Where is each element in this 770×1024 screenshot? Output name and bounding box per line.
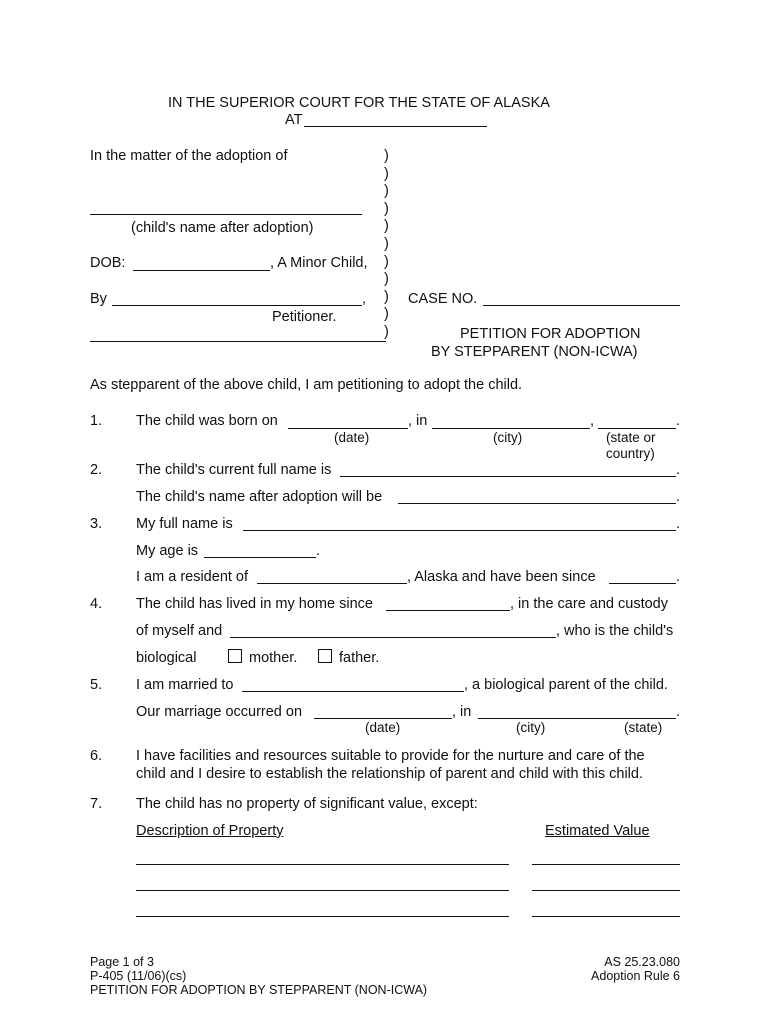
- adoption-name-field[interactable]: [398, 503, 676, 504]
- marriage-city-caption: (city): [516, 720, 546, 735]
- case-no-label: CASE NO.: [408, 291, 478, 307]
- marriage-date-caption: (date): [365, 720, 401, 735]
- birth-city-field[interactable]: [432, 428, 590, 429]
- mother-label: mother.: [249, 650, 298, 666]
- item-number-6: 6.: [90, 748, 103, 764]
- birth-date-caption: (date): [334, 430, 370, 445]
- property-value-header: Estimated Value: [545, 823, 650, 839]
- care-custody-label: , in the care and custody: [510, 596, 668, 612]
- childs-label: , who is the child's: [556, 623, 674, 639]
- birth-state-caption-2: country): [606, 446, 655, 461]
- mother-checkbox[interactable]: [228, 649, 242, 663]
- other-parent-field[interactable]: [230, 637, 556, 638]
- at-label: AT: [285, 112, 303, 128]
- item-number-3: 3.: [90, 516, 103, 532]
- caption-bottom-line: [90, 341, 386, 342]
- at-location-field[interactable]: [304, 126, 487, 127]
- case-no-field[interactable]: [483, 305, 680, 306]
- age-period: .: [316, 543, 321, 559]
- caption-paren-column: ) ) ) ) ) ) ) ) ) ) ): [384, 148, 389, 340]
- property-statement: The child has no property of significant value, except:: [136, 796, 478, 812]
- birth-date-label: The child was born on: [136, 413, 278, 429]
- property-description-row-3[interactable]: [136, 916, 509, 917]
- biological-label: biological: [136, 650, 197, 666]
- birth-state-caption-1: (state or: [606, 430, 656, 445]
- birth-comma: ,: [590, 413, 595, 429]
- current-name-label: The child's current full name is: [136, 462, 332, 478]
- myself-and-label: of myself and: [136, 623, 223, 639]
- marriage-state-caption: (state): [624, 720, 663, 735]
- footer-rule: Adoption Rule 6: [591, 969, 680, 983]
- father-label: father.: [339, 650, 380, 666]
- resident-since-field[interactable]: [609, 583, 676, 584]
- adoption-name-period: .: [676, 489, 681, 505]
- full-name-period: .: [676, 516, 681, 532]
- footer-statute: AS 25.23.080: [604, 955, 680, 969]
- property-value-row-3[interactable]: [532, 916, 680, 917]
- age-field[interactable]: [204, 557, 316, 558]
- spouse-name-field[interactable]: [242, 691, 464, 692]
- marriage-place-field[interactable]: [478, 718, 676, 719]
- birth-date-field[interactable]: [288, 428, 408, 429]
- adoption-name-label: The child's name after adoption will be: [136, 489, 383, 505]
- resident-period: .: [676, 569, 681, 585]
- intro-text: As stepparent of the above child, I am petitioning to adopt the child.: [90, 377, 523, 393]
- current-name-field[interactable]: [340, 476, 676, 477]
- married-to-label: I am married to: [136, 677, 234, 693]
- lived-since-label: The child has lived in my home since: [136, 596, 373, 612]
- by-comma: ,: [362, 291, 367, 307]
- item-number-1: 1.: [90, 413, 103, 429]
- age-label: My age is: [136, 543, 199, 559]
- item-number-7: 7.: [90, 796, 103, 812]
- facilities-line-2: child and I desire to establish the relationship of parent and child with this child.: [136, 766, 643, 782]
- matter-label: In the matter of the adoption of: [90, 148, 288, 164]
- property-description-row-1[interactable]: [136, 864, 509, 865]
- resident-city-field[interactable]: [257, 583, 407, 584]
- father-checkbox[interactable]: [318, 649, 332, 663]
- property-description-header: Description of Property: [136, 823, 284, 839]
- property-value-row-1[interactable]: [532, 864, 680, 865]
- item-number-4: 4.: [90, 596, 103, 612]
- footer-page-number: Page 1 of 3: [90, 955, 154, 969]
- marriage-period: .: [676, 704, 681, 720]
- birth-period: .: [676, 413, 681, 429]
- full-name-field[interactable]: [243, 530, 676, 531]
- facilities-line-1: I have facilities and resources suitable to provide for the nurture and care of the: [136, 748, 645, 764]
- item-number-5: 5.: [90, 677, 103, 693]
- title-line-1: PETITION FOR ADOPTION: [460, 326, 641, 342]
- minor-child-label: , A Minor Child,: [270, 255, 368, 271]
- marriage-date-label: Our marriage occurred on: [136, 704, 303, 720]
- item-number-2: 2.: [90, 462, 103, 478]
- biological-parent-label: , a biological parent of the child.: [464, 677, 668, 693]
- footer-form-number: P-405 (11/06)(cs): [90, 969, 187, 983]
- birth-city-caption: (city): [493, 430, 523, 445]
- resident-label: I am a resident of: [136, 569, 249, 585]
- petitioner-name-field[interactable]: [112, 305, 362, 306]
- dob-label: DOB:: [90, 255, 126, 271]
- birth-in-label: , in: [408, 413, 428, 429]
- by-label: By: [90, 291, 107, 307]
- title-line-2: BY STEPPARENT (NON-ICWA): [431, 344, 638, 360]
- child-name-caption: (child's name after adoption): [131, 220, 314, 236]
- dob-field[interactable]: [133, 270, 270, 271]
- marriage-date-field[interactable]: [314, 718, 452, 719]
- current-name-period: .: [676, 462, 681, 478]
- footer-form-title: PETITION FOR ADOPTION BY STEPPARENT (NON-ICWA): [90, 983, 428, 997]
- lived-since-field[interactable]: [386, 610, 510, 611]
- court-title: IN THE SUPERIOR COURT FOR THE STATE OF ALASKA: [168, 95, 550, 111]
- resident-since-label: , Alaska and have been since: [407, 569, 596, 585]
- marriage-in-label: , in: [452, 704, 472, 720]
- petitioner-label: Petitioner.: [272, 309, 337, 325]
- child-name-field[interactable]: [90, 214, 362, 215]
- property-description-row-2[interactable]: [136, 890, 509, 891]
- full-name-label: My full name is: [136, 516, 233, 532]
- birth-state-field[interactable]: [598, 428, 676, 429]
- property-value-row-2[interactable]: [532, 890, 680, 891]
